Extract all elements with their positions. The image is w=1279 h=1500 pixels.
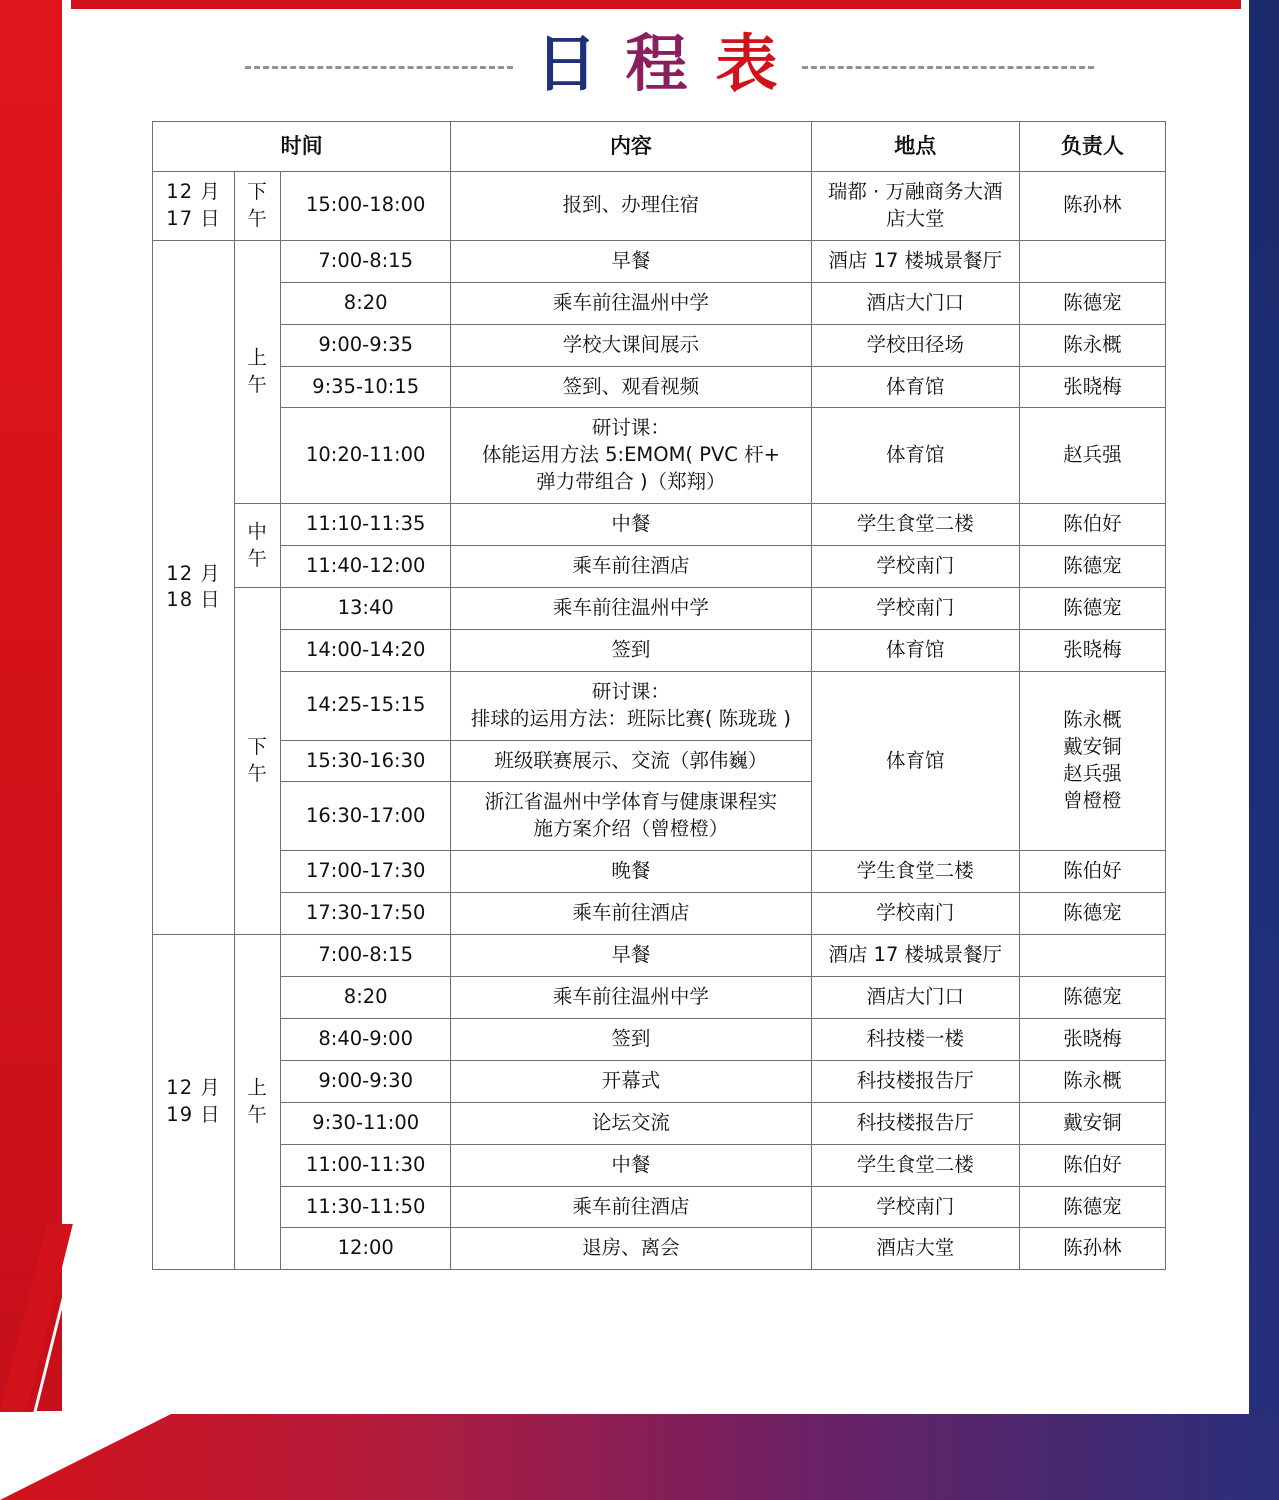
title-char-1: 日 — [535, 27, 600, 100]
row-content: 乘车前往温州中学 — [451, 587, 811, 629]
row-time: 11:00-11:30 — [281, 1144, 451, 1186]
row-person: 陈孙林 — [1019, 1228, 1165, 1270]
table-row — [153, 171, 1166, 240]
row-person: 陈永概 — [1019, 1060, 1165, 1102]
row-time: 12:00 — [281, 1228, 451, 1270]
row-person: 张晓梅 — [1019, 629, 1165, 671]
content-line-3: 弹力带组合 )（郑翔） — [536, 470, 726, 494]
table-row — [153, 366, 1166, 408]
half-line-2: 午 — [247, 546, 268, 570]
schedule-table-wrapper — [152, 121, 1166, 1270]
table-row — [153, 1144, 1166, 1186]
row-person — [1019, 240, 1165, 282]
row-time: 11:30-11:50 — [281, 1186, 451, 1228]
table-row — [153, 671, 1166, 740]
table-header-row — [153, 122, 1166, 172]
row-time: 16:30-17:00 — [281, 782, 451, 851]
row-place: 体育馆 — [811, 408, 1019, 504]
row-content: 退房、离会 — [451, 1228, 811, 1270]
row-person: 陈德宠 — [1019, 893, 1165, 935]
row-time: 14:25-15:15 — [281, 671, 451, 740]
title-text — [535, 27, 780, 100]
row-time: 11:10-11:35 — [281, 504, 451, 546]
half-line-2: 午 — [247, 206, 268, 230]
half-cell-morning-18 — [235, 240, 281, 503]
header-place: 地点 — [811, 122, 1019, 172]
date-line-1: 12 月 — [166, 179, 221, 203]
content-line-1: 浙江省温州中学体育与健康课程实 — [484, 790, 778, 814]
content-line-2: 体能运用方法 5:EMOM( PVC 杆+ — [481, 443, 780, 467]
row-content: 签到 — [451, 1018, 811, 1060]
row-content: 报到、办理住宿 — [451, 171, 811, 240]
content-line-2: 施方案介绍（曾橙橙） — [533, 817, 729, 841]
row-time: 7:00-8:15 — [281, 935, 451, 977]
page-title — [150, 22, 1189, 106]
row-time: 14:00-14:20 — [281, 629, 451, 671]
row-content: 早餐 — [451, 240, 811, 282]
date-line-2: 17 日 — [166, 206, 221, 230]
table-row — [153, 240, 1166, 282]
table-row — [153, 1060, 1166, 1102]
row-person: 陈伯好 — [1019, 851, 1165, 893]
table-row — [153, 851, 1166, 893]
row-time: 17:00-17:30 — [281, 851, 451, 893]
bottom-gradient-band — [0, 1414, 1279, 1500]
table-row — [153, 1186, 1166, 1228]
row-place: 学校南门 — [811, 587, 1019, 629]
row-content: 中餐 — [451, 504, 811, 546]
row-content: 乘车前往酒店 — [451, 546, 811, 588]
table-row — [153, 935, 1166, 977]
row-place: 体育馆 — [811, 671, 1019, 851]
row-person: 陈孙林 — [1019, 171, 1165, 240]
row-content: 晚餐 — [451, 851, 811, 893]
table-row — [153, 1102, 1166, 1144]
row-place: 酒店 17 楼城景餐厅 — [811, 935, 1019, 977]
row-person: 陈伯好 — [1019, 504, 1165, 546]
row-place: 体育馆 — [811, 629, 1019, 671]
row-time: 11:40-12:00 — [281, 546, 451, 588]
date-cell-dec17 — [153, 171, 235, 240]
right-blue-bar — [1249, 0, 1279, 1500]
header-time: 时间 — [153, 122, 451, 172]
row-person: 陈德宠 — [1019, 1186, 1165, 1228]
row-content: 开幕式 — [451, 1060, 811, 1102]
row-place: 酒店大门口 — [811, 977, 1019, 1019]
row-person-group — [1019, 671, 1165, 851]
table-row — [153, 587, 1166, 629]
person-4: 曾橙橙 — [1063, 788, 1122, 812]
table-row — [153, 1228, 1166, 1270]
row-place: 学校田径场 — [811, 324, 1019, 366]
row-person: 张晓梅 — [1019, 1018, 1165, 1060]
content-line-1: 研讨课： — [591, 679, 670, 703]
row-time: 9:00-9:35 — [281, 324, 451, 366]
content-line-2: 排球的运用方法：班际比赛( 陈珑珑 ) — [470, 706, 791, 730]
row-content: 中餐 — [451, 1144, 811, 1186]
table-row — [153, 408, 1166, 504]
title-dash-right — [802, 66, 1094, 69]
row-person: 陈德宠 — [1019, 977, 1165, 1019]
half-line-1: 上 — [247, 346, 268, 370]
row-time: 9:35-10:15 — [281, 366, 451, 408]
row-person: 陈德宠 — [1019, 546, 1165, 588]
row-place: 体育馆 — [811, 366, 1019, 408]
row-place: 科技楼报告厅 — [811, 1060, 1019, 1102]
half-line-2: 午 — [247, 762, 268, 786]
person-1: 陈永概 — [1063, 708, 1122, 732]
title-char-2: 程 — [625, 27, 690, 100]
row-time: 8:20 — [281, 282, 451, 324]
row-time: 9:00-9:30 — [281, 1060, 451, 1102]
row-place: 学校南门 — [811, 546, 1019, 588]
row-person — [1019, 935, 1165, 977]
title-dash-left — [245, 66, 513, 69]
half-line-1: 上 — [247, 1076, 268, 1100]
row-content: 学校大课间展示 — [451, 324, 811, 366]
row-content — [451, 782, 811, 851]
corner-swoosh-white — [33, 1261, 224, 1414]
table-row — [153, 504, 1166, 546]
place-line-2: 店大堂 — [885, 206, 945, 230]
row-content — [451, 408, 811, 504]
row-content — [451, 671, 811, 740]
row-content: 乘车前往温州中学 — [451, 282, 811, 324]
row-content: 签到、观看视频 — [451, 366, 811, 408]
date-cell-dec19 — [153, 935, 235, 1270]
date-line-2: 18 日 — [166, 588, 221, 612]
half-cell-afternoon-18 — [235, 587, 281, 934]
top-red-bar — [0, 0, 1279, 9]
table-row — [153, 629, 1166, 671]
row-content: 签到 — [451, 629, 811, 671]
row-place: 学校南门 — [811, 893, 1019, 935]
row-person: 陈永概 — [1019, 324, 1165, 366]
row-content: 乘车前往酒店 — [451, 893, 811, 935]
person-3: 赵兵强 — [1063, 762, 1122, 786]
row-time: 15:30-16:30 — [281, 740, 451, 782]
date-line-1: 12 月 — [166, 561, 221, 585]
row-content: 乘车前往温州中学 — [451, 977, 811, 1019]
left-red-bar — [0, 0, 62, 1500]
row-place: 学生食堂二楼 — [811, 851, 1019, 893]
right-white-gap — [1241, 0, 1249, 1500]
table-row — [153, 1018, 1166, 1060]
row-content: 乘车前往酒店 — [451, 1186, 811, 1228]
row-time: 13:40 — [281, 587, 451, 629]
half-cell-afternoon-17 — [235, 171, 281, 240]
row-person: 张晓梅 — [1019, 366, 1165, 408]
row-place: 酒店大堂 — [811, 1228, 1019, 1270]
table-row — [153, 893, 1166, 935]
place-line-1: 瑞都 · 万融商务大酒 — [827, 179, 1003, 203]
row-time: 7:00-8:15 — [281, 240, 451, 282]
date-line-2: 19 日 — [166, 1103, 221, 1127]
schedule-table — [152, 121, 1166, 1270]
row-time: 8:40-9:00 — [281, 1018, 451, 1060]
table-row — [153, 977, 1166, 1019]
half-cell-morning-19 — [235, 935, 281, 1270]
title-char-3: 表 — [715, 27, 780, 100]
content-line-1: 研讨课： — [591, 416, 670, 440]
row-content: 论坛交流 — [451, 1102, 811, 1144]
row-content: 早餐 — [451, 935, 811, 977]
half-line-2: 午 — [247, 1103, 268, 1127]
row-time: 8:20 — [281, 977, 451, 1019]
row-content: 班级联赛展示、交流（郭伟巍） — [451, 740, 811, 782]
person-2: 戴安铜 — [1063, 735, 1122, 759]
row-person: 陈德宠 — [1019, 587, 1165, 629]
row-person: 陈伯好 — [1019, 1144, 1165, 1186]
half-line-1: 中 — [247, 519, 268, 543]
row-person: 赵兵强 — [1019, 408, 1165, 504]
table-row — [153, 546, 1166, 588]
date-cell-dec18 — [153, 240, 235, 934]
half-line-2: 午 — [247, 372, 268, 396]
row-place: 学生食堂二楼 — [811, 504, 1019, 546]
row-time: 17:30-17:50 — [281, 893, 451, 935]
half-line-1: 下 — [247, 735, 268, 759]
half-line-1: 下 — [247, 179, 268, 203]
header-person: 负责人 — [1019, 122, 1165, 172]
row-place: 学校南门 — [811, 1186, 1019, 1228]
row-place: 学生食堂二楼 — [811, 1144, 1019, 1186]
half-cell-noon-18 — [235, 504, 281, 588]
header-content: 内容 — [451, 122, 811, 172]
row-place: 科技楼一楼 — [811, 1018, 1019, 1060]
row-time: 10:20-11:00 — [281, 408, 451, 504]
date-line-1: 12 月 — [166, 1076, 221, 1100]
row-place — [811, 171, 1019, 240]
row-place: 酒店 17 楼城景餐厅 — [811, 240, 1019, 282]
table-row — [153, 324, 1166, 366]
table-row — [153, 282, 1166, 324]
row-place: 科技楼报告厅 — [811, 1102, 1019, 1144]
row-person: 陈德宠 — [1019, 282, 1165, 324]
row-time: 9:30-11:00 — [281, 1102, 451, 1144]
row-person: 戴安铜 — [1019, 1102, 1165, 1144]
row-time: 15:00-18:00 — [281, 171, 451, 240]
row-place: 酒店大门口 — [811, 282, 1019, 324]
